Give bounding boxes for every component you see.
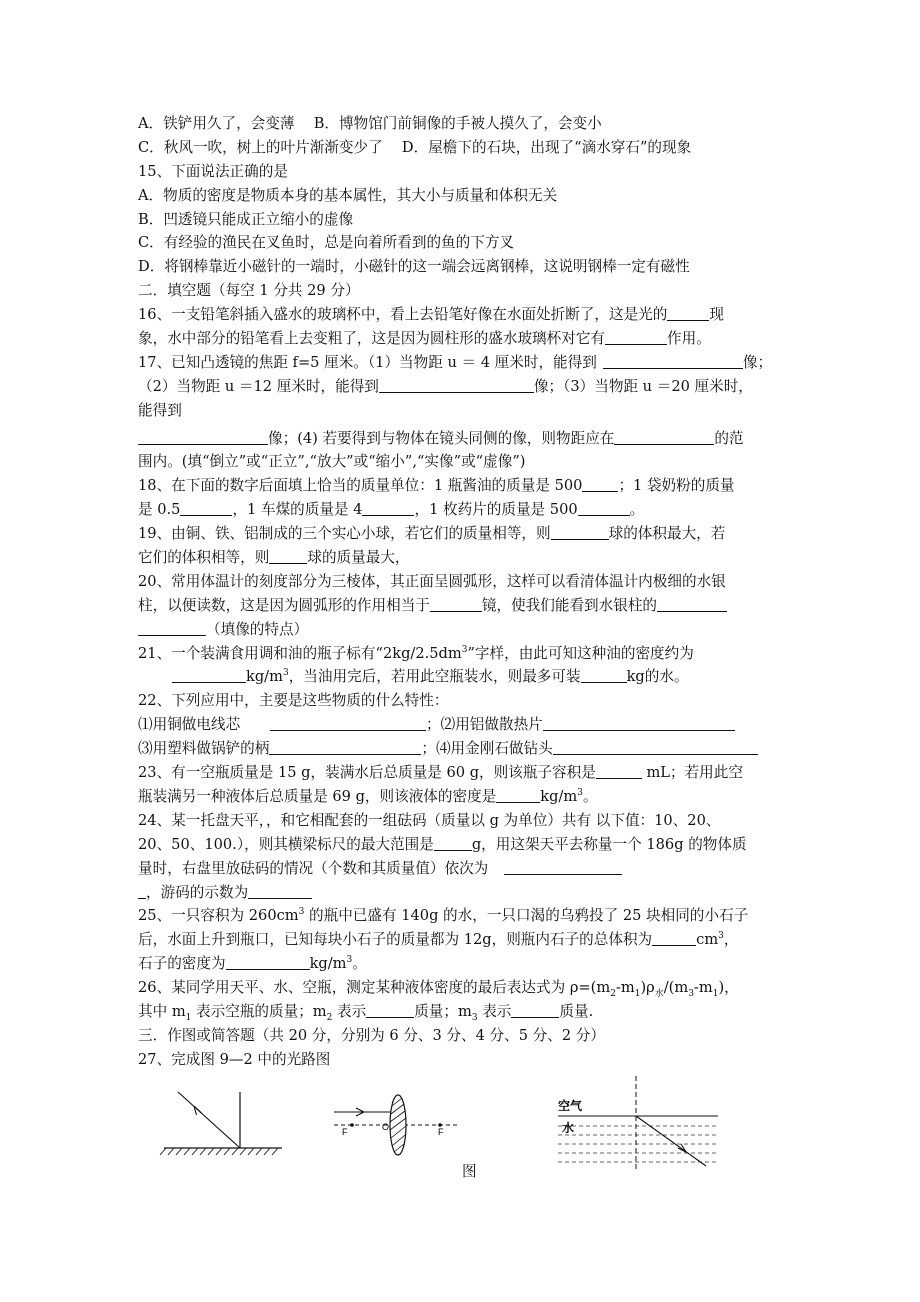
q25-line1 [138,904,798,928]
q18-line1 [138,474,798,498]
q25-superscript: 3 [298,907,305,918]
q18-text: ，1 枚药片的质量是 500 [414,501,578,519]
q26-subscript: 1 [712,988,719,999]
q19-text: 19、由铜、铁、铝制成的三个实心小球，若它们的质量相等，则 [138,525,551,543]
q14-options-ab: A．铁铲用久了，会变薄 B．博物馆门前铜像的手被人摸久了，会变小 [138,115,602,132]
q17-blank-1[interactable] [603,353,743,369]
q22-item-3: ⑶用塑料做锅铲的柄 [138,740,270,758]
q19-text: 球的质量最大， [307,549,410,567]
q15-option-b: B．凹透镜只能成正立缩小的虚像 [138,210,354,228]
section-3-heading: 三．作图或简答题（共 20 分，分别为 6 分、3 分、4 分、5 分、2 分） [138,1026,605,1044]
figure-light-paths [150,1070,740,1180]
q23-text: kg/m [540,787,578,805]
figure-caption: 图 [462,1163,477,1180]
q19-text: 它们的体积相等，则 [138,549,270,567]
q18-text: 是 0.5 [138,501,181,519]
q22-blank-1[interactable] [270,715,426,731]
q17-text: 17、已知凸透镜的焦距 f=5 厘米。（1）当物距 u ＝ 4 厘米时，能得到 [138,353,597,371]
q23-text: 。 [582,787,598,805]
q24-blank-1[interactable] [434,835,472,851]
q16-blank-1[interactable] [667,305,709,321]
optical-center-label: O [382,1122,390,1132]
q25-blank-1[interactable] [652,930,696,946]
q26-subscript: 1 [634,988,641,999]
q25-text: cm [696,931,719,949]
q18-blank-1[interactable] [582,476,618,492]
q20-line2 [138,594,798,618]
q19-line2 [138,546,798,570]
q23-line1 [138,761,798,785]
q21-line1 [138,642,798,666]
q19-blank-2[interactable] [269,548,307,564]
q18-text: ，1 车煤的质量是 4 [232,501,363,519]
q24-line1: 24、某一托盘天平，，和它相配套的一组砝码（质量以 g 为单位）共有 以下值：10、20、 [138,811,721,829]
q24-line3 [138,857,798,881]
q17-text: 的范 [714,429,744,447]
q26-text: )ρ [640,979,655,997]
q17-text: 像； [742,353,773,371]
refracted-ray [636,1116,706,1166]
q24-line2 [138,833,798,857]
arrow-icon [194,1106,202,1115]
q21-blank-2[interactable] [581,667,627,683]
q26-text: 其中 m [138,1002,186,1020]
q25-line3 [138,952,798,976]
q26-text: 表示 [332,1002,367,1020]
q20-line3 [138,618,798,642]
air-label: 空气 [558,1099,583,1113]
q20-line1: 20、常用体温计的刻度部分为三棱体，其正面呈圆弧形，这样可以看清体温计内极细的水银 [138,572,726,590]
q18-blank-2[interactable] [180,500,232,516]
q25-text: 后，水面上升到瓶口，已知每块小石子的质量都为 12g，则瓶内石子的总体积为 [138,931,653,949]
q17-line1 [138,351,798,375]
q17-blank-2[interactable] [379,377,534,393]
q17-text: 像；（3）当物距 u ＝20 厘米时， [533,377,753,395]
q24-blank-3[interactable] [248,883,312,899]
q25-text: 25、一只容积为 260cm [138,907,299,925]
q26-blank-2[interactable] [511,1002,559,1018]
q24-blank-2-cont[interactable] [138,883,146,899]
q26-text: 质量. [559,1002,594,1020]
q15-option-d: D．将钢棒靠近小磁针的一端时，小磁针的这一端会远离钢棒，这说明钢棒一定有磁性 [138,258,690,276]
q21-text: 21、一个装满食用调和油的瓶子标有“2kg/2.5dm [138,644,462,662]
q22-item-1: ⑴用铜做电线芯 [138,716,241,734]
q15-option-a: A．物质的密度是物质本身的基本属性，其大小与质量和体积无关 [138,186,558,204]
q21-line2 [138,665,798,689]
q20-text: （填像的特点） [206,620,309,638]
q24-text: 量时，右盘里放砝码的情况（个数和其质量值）依次为 [138,859,489,877]
q20-blank-2-cont[interactable] [138,620,206,636]
q26-text: )， [718,979,739,997]
mirror-hatching [160,1148,278,1155]
q27-stem: 27、完成图 9—2 中的光路图 [138,1050,331,1068]
q25-text: kg/m [309,955,347,973]
focal-label-left: F [342,1127,348,1137]
q21-text: kg的水。 [626,668,689,686]
q22-line1 [138,713,798,737]
q21-text: ”字样，由此可知这种油的密度约为 [467,644,694,662]
q25-text: 。 [352,955,367,973]
q26-text: /(m [663,979,689,997]
q21-superscript: 3 [282,668,289,679]
q25-blank-2[interactable] [226,954,310,970]
q24-text: 20、50、100.），则其横梁标尺的最大范围是 [138,835,434,853]
q17-line2 [138,375,798,399]
q26-subscript: 2 [610,988,616,999]
incident-ray [178,1092,240,1148]
q21-blank-1[interactable] [172,667,246,683]
q18-blank-3[interactable] [362,500,414,516]
q24-line4 [138,881,798,905]
q23-blank-2[interactable] [496,787,540,803]
q26-text: 表示空瓶的质量；m [191,1002,327,1020]
q15-option-c: C．有经验的渔民在叉鱼时，总是向着所看到的鱼的下方叉 [138,234,515,252]
q26-text: 表示 [477,1002,512,1020]
q16-text: 作用。 [667,330,711,348]
q25-text: ， [723,931,739,949]
q19-line1 [138,522,798,546]
arrow-icon [678,1144,686,1152]
q23-text: mL；若用此空 [646,764,743,782]
q26-subscript: 3 [471,1012,478,1023]
q22-blank-3[interactable] [269,739,421,755]
q16-text: 16、一支铅笔斜插入盛水的玻璃杯中，看上去铅笔好像在水面处折断了，这是光的 [138,306,668,324]
q21-superscript: 3 [461,644,468,655]
q26-line2 [138,1000,798,1024]
q26-text: -m [615,979,635,997]
q18-text: 18、在下面的数字后面填上恰当的质量单位：1 瓶酱油的质量是 500 [138,477,583,495]
lens-figure [334,1095,460,1155]
q21-text: ，当油用完后，若用此空瓶装水，则最多可装 [288,668,581,686]
question-sheet [138,112,798,1072]
water-lines [558,1126,718,1162]
q26-subscript: 3 [688,988,694,999]
q18-text: ；1 袋奶粉的质量 [618,477,735,495]
q17-blank-4[interactable] [614,429,714,445]
q22-item-4: ；⑷用金刚石做钻头 [421,740,553,758]
q23-blank-1[interactable] [596,763,642,779]
q19-text: 球的体积最大，若 [608,525,726,543]
q26-text: 质量；m [414,1002,472,1020]
q16-text: 象，水中部分的铅笔看上去变粗了，这是因为圆柱形的盛水玻璃杯对它有 [138,330,606,348]
q25-text: 石子的密度为 [138,955,226,973]
q23-text: 23、有一空瓶质量是 15 g，装满水后总质量是 60 g，则该瓶子容积是 [138,764,596,782]
water-label: 水 [562,1121,575,1135]
q14-options-cd: C．秋风一吹，树上的叶片渐渐变少了 D．屋檐下的石块，出现了“滴水穿石”的现象 [138,138,692,156]
q22-blank-2[interactable] [543,715,735,731]
q22-blank-4[interactable] [553,739,758,755]
focal-point-left [350,1123,354,1127]
q24-text: g，用这架天平去称量一个 186g 的物体质 [471,835,747,853]
q26-blank-1[interactable] [366,1002,414,1018]
q19-blank-1[interactable] [551,524,609,540]
q26-subscript: 水 [654,988,664,999]
q17-blank-3[interactable] [138,429,268,445]
q20-text: 柱，以便读数，这是因为圆弧形的作用相当于 [138,596,430,614]
q17-text: 像；(4) 若要得到与物体在镜头同侧的像，则物距应在 [268,429,615,447]
q20-blank-1[interactable] [430,596,482,612]
q18-text: 。 [629,501,645,519]
q17-line4 [138,427,798,451]
q16-line1 [138,303,798,327]
q22-line2 [138,737,798,761]
q23-superscript: 3 [577,788,583,799]
q26-subscript: 1 [185,1012,192,1023]
q17-line3: 能得到 [138,401,182,419]
q25-text: 的瓶中已盛有 140g 的水，一只口渴的乌鸦投了 25 块相同的小石子 [304,907,749,925]
refraction-figure [558,1076,718,1170]
q18-line2 [138,498,798,522]
q25-superscript: 3 [718,931,724,942]
q16-line2 [138,327,798,351]
q26-text: 26、某同学用天平、水、空瓶，测定某种液体密度的最后表达式为 ρ=(m [138,979,611,997]
q17-line5: 围内。(填“倒立”或“正立”,“放大”或“缩小”,“实像”或“虚像”) [138,453,526,471]
q24-text: ，游码的示数为 [146,883,249,901]
q17-text: （2）当物距 u ＝12 厘米时，能得到 [138,377,379,395]
q21-text: kg/m [246,668,283,686]
mirror-figure [160,1092,282,1155]
q26-text: -m [693,979,713,997]
q20-text: 镜，使我们能看到水银柱的 [481,596,658,614]
focal-label-right: F [438,1127,444,1137]
q15-stem: 15、下面说法正确的是 [138,162,288,180]
q16-text: 现 [709,306,724,324]
q24-blank-2[interactable] [504,859,622,875]
q16-blank-2[interactable] [605,329,667,345]
q23-text: 瓶装满另一种液体后总质量是 69 g，则该液体的密度是 [138,787,497,805]
q22-stem: 22、下列应用中，主要是这些物质的什么特性： [138,692,449,710]
q25-line2 [138,928,798,952]
q22-item-2: ；⑵用铝做散热片 [426,716,543,734]
q23-line2 [138,785,798,809]
q25-superscript: 3 [346,955,353,966]
q20-blank-2[interactable] [657,596,727,612]
q26-subscript: 2 [326,1012,333,1023]
section-2-heading: 二．填空题（每空 1 分共 29 分） [138,282,360,300]
q18-blank-4[interactable] [578,500,630,516]
q26-line1 [138,976,798,1000]
